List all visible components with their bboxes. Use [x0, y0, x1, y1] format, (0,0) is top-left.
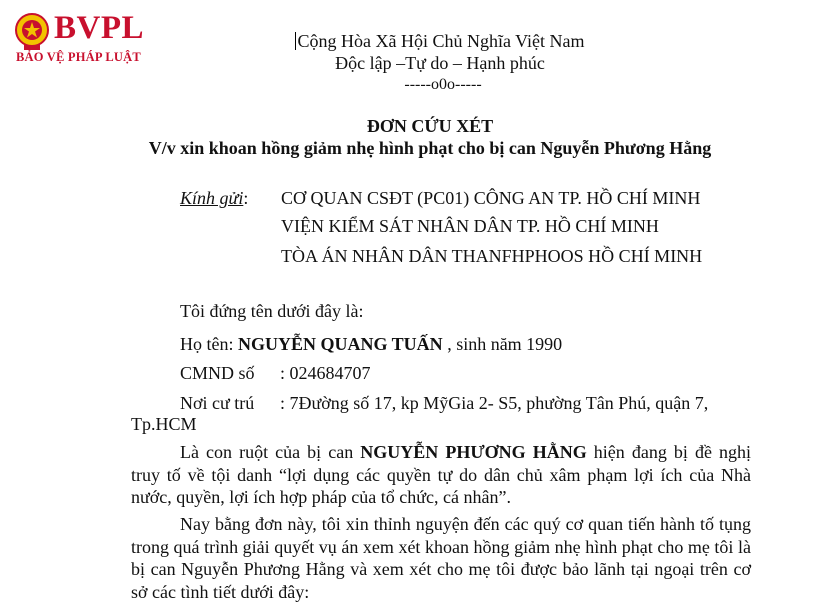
paragraph-2: Nay bằng đơn này, tôi xin thỉnh nguyện đến các quý cơ quan tiến hành tố tụng trong quá trình giải quyết vụ án xem xét khoan hồng giảm nhẹ hình phạt cho mẹ tôi là bị can Nguyễn Phương Hằng và xem xét cho mẹ tôi được bảo lãnh tại ngoại trên cơ sở các tình tiết dưới đây:: [131, 514, 751, 602]
country-name: Cộng Hòa Xã Hội Chủ Nghĩa Việt Nam: [297, 31, 585, 51]
petitioner-intro: Tôi đứng tên dưới đây là:: [180, 301, 364, 321]
recipient-3: TÒA ÁN NHÂN DÂN THANFHPHOOS HỒ CHÍ MINH: [281, 246, 703, 266]
national-motto: Độc lập –Tự do – Hạnh phúc: [335, 53, 545, 73]
id-label: CMND số: [180, 363, 255, 383]
logo-brand: BVPL: [54, 10, 145, 46]
recipient-2: VIỆN KIỂM SÁT NHÂN DÂN TP. HỒ CHÍ MINH: [281, 216, 659, 236]
petitioner-name: NGUYỄN QUANG TUẤN: [238, 334, 443, 354]
document-subject: V/v xin khoan hồng giảm nhẹ hình phạt cho bị can Nguyễn Phương Hằng: [148, 138, 712, 158]
paragraph-1: Là con ruột của bị can NGUYỄN PHƯƠNG HẰNG hiện đang bị đề nghị truy tố về tội danh “lợi dụng các quyền tự do dân chủ xâm phạm lợi ích của Nhà nước, quyền, lợi ích hợp pháp của tổ chức, cá nhân”.: [131, 442, 751, 507]
header-separator: -----o0o-----: [404, 76, 482, 93]
recipient-1: CƠ QUAN CSĐT (PC01) CÔNG AN TP. HỒ CHÍ MINH: [281, 188, 701, 208]
address-label: Nơi cư trú: [180, 393, 255, 413]
recipients-label: Kính gửi:: [180, 188, 249, 208]
petitioner-name-line: Họ tên: NGUYỄN QUANG TUẤN , sinh năm 1990: [180, 334, 563, 354]
logo-tagline: BẢO VỆ PHÁP LUẬT: [16, 50, 141, 64]
document-title: ĐƠN CỨU XÉT: [366, 116, 494, 136]
id-value: : 024684707: [280, 363, 371, 383]
address-value: : 7Đường số 17, kp MỹGia 2- S5, phường Tân Phú, quận 7,: [280, 393, 709, 413]
address-continuation: Tp.HCM: [131, 414, 197, 434]
